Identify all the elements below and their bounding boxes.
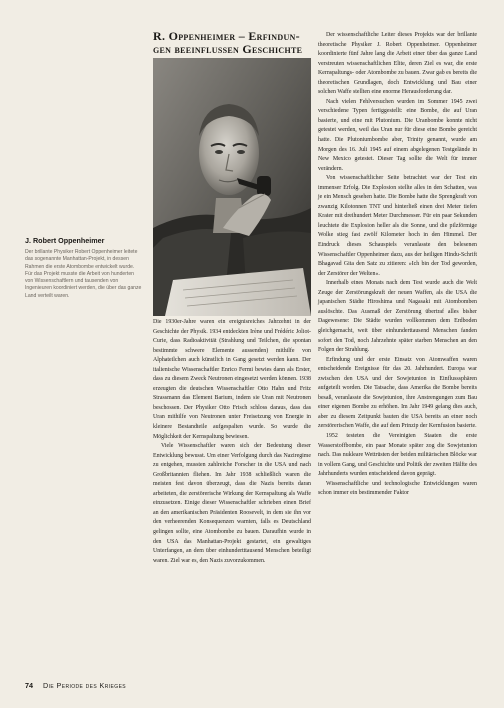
article-paragraph: Innerhalb eines Monats nach dem Test wurde auch die Welt Zeuge der Zerstörungskraft der neuen Waffen, als die USA die japanischen Städte Hiroshima und Nagasaki mit Atombomben auslöschte. Das Ausmaß der Zerstörung übertraf alles bisher Dagewesene: Die Städte wurden vollkommen dem Erdboden gleichgemacht, weit über einhunderttausend Menschen fanden sofort den Tod, noch Jahrzehnte später starben Menschen an den Folgen der Strahlung. <box>318 280 477 354</box>
article-title <box>153 30 313 55</box>
page-number: 74 <box>25 681 33 690</box>
photo-caption <box>25 236 143 300</box>
page-footer <box>25 681 126 690</box>
caption-heading: J. Robert Oppenheimer <box>25 236 105 245</box>
article-paragraph: Wissenschaftliche und technologische Entwicklungen waren schon immer ein bestimmender Faktor <box>318 480 477 497</box>
article-paragraph: Viele Wissenschaftler waren sich der Bedeutung dieser Entwicklung bewusst. Um einer Verfolgung durch das Naziregime zu entgehen, mussten zahlreiche Forscher in die USA und nach Großbritannien fliehen. Im Jahr 1938 schließlich waren die meisten fest davon überzeugt, dass die Nazis bereits daran arbeiteten, die zerstörerische Wirkung der Kernspaltung als Waffe einzusetzen. Einige dieser Wissenschaftler schrieben einen Brief an den amerikanischen Präsidenten Roosevelt, in dem sie ihn vor den verheerenden Konsequenzen warnten, falls es Deutschland gelingen sollte, eine Atombombe zu bauen. Daraufhin wurde in den USA das Manhattan-Projekt gestartet, ein gewaltiges Unterfangen, an dem über einhundertttausend Menschen beteiligt waren. Ziel war es, den Nazis zuvorzukommen. <box>153 443 311 564</box>
section-title: Die Periode des Krieges <box>43 681 127 690</box>
article-paragraph: Der wissenschaftliche Leiter dieses Projekts war der brillante theoretische Physiker J. Robert Oppenheimer. Oppenheimer koordinierte fünf Jahre lang die Arbeit einer über das ganze Land verstreuten wissenschaftlichen Elite, deren Ziel es war, die erste Kernspaltungs- oder Atombombe zu bauen. Zwar gab es bereits die theoretischen Grundlagen, doch Entwicklung und Bau einer solchen Waffe stellten eine enorme Herausforderung dar. <box>318 32 477 96</box>
article-paragraph: Erfindung und der erste Einsatz von Atomwaffen waren entscheidende Ereignisse für das 20. Jahrhundert. Europa war zwischen den USA und der Sowjetunion in Einflusssphären aufgeteilt worden. Die Tatsache, dass Amerika die Bombe bereits besaß, veranlasste die Sowjetunion, ihre Anstrengungen zum Bau einer eigenen Bombe zu erhöhen. Im Jahr 1949 gelang dies auch, aber zu diesem Zeitpunkt bauten die USA bereits an einer noch zerstörerischen Waffe, die auf dem Prinzip der Kernfusion basierte. <box>318 356 477 430</box>
article-column-middle <box>153 318 311 566</box>
caption-text: Der brillante Physiker Robert Oppenheimer leitete das sogenannte Manhattan-Projekt, in dessen Rahmen die erste Atombombe entwickelt wurde. Für das Projekt musste die Arbeit von hunderten von Wissenschaftlern und tausenden von Ingenieuren koordiniert werden, die über das ganze Land verteilt waren. <box>25 249 142 299</box>
article-title-line-2: gen beeinflussen Geschichte <box>153 41 303 56</box>
article-title-line-1: R. Oppenheimer – Erfindun- <box>153 29 300 43</box>
article-paragraph: Die 1930er-Jahre waren ein ereignisreiches Jahrzehnt in der Geschichte der Physik. 1934 entdeckten Irène und Frédéric Joliot-Curie, dass Radioaktivität (Strahlung und Teilchen, die spontan bestimmte schwere Elemente aussenden) mithilfe von Alphateilchen auch künstlich in Gang gesetzt werden kann. Der italienische Wissenschaftler Enrico Fermi bewies dann als Erster, dass zu diesem Zweck Neutronen eingesetzt werden können. 1938 erzeugten die deutschen Wissenschaftler Otto Hahn und Fritz Strassmann das Element Barium, indem sie Uran mit Neutronen beschossen. Der Physiker Otto Frisch schloss daraus, dass das Uran mithilfe von Neutronen unter Freisetzung von Energie in kleinere Bestandteile aufgespalten wurde. So wurde die Möglichkeit der Kernspaltung bewiesen. <box>153 319 311 440</box>
article-paragraph: 1952 testeten die Vereinigten Staaten die erste Wasserstoffbombe, ein paar Monate später zog die Sowjetunion nach. Das nukleare Wettrüsten der beiden militärischen Blöcke war in vollem Gang, und Geschichte und Politik der zweiten Hälfte des Jahrhunderts wurden entscheidend davon geprägt. <box>318 432 477 478</box>
article-column-right <box>318 31 477 499</box>
oppenheimer-portrait-photo <box>153 58 311 316</box>
article-paragraph: Von wissenschaftlicher Seite betrachtet war der Test ein immenser Erfolg. Die Explosion stellte alles in den Schatten, was je ein Mensch gesehen hatte. Die Bombe hatte die Sprengkraft von zwanzig Kilotonnen TNT und hinterließ einen drei Meter tiefen Krater mit dreihundert Meter Durchmesser. Für ein paar Sekunden leuchtete die Explosion heller als die Sonne, und die pilzförmige Wolke stieg fast zwölf Kilometer hoch in den Himmel. Der Eindruck dieses Schauspiels veranlasste den belesenen Wissenschaftler Oppenheimer dazu, aus der heiligen Hindu-Schrift Bhagavad Gita den Satz zu zitieren: »Ich bin der Tod geworden, der Zerstörer der Welten«. <box>318 175 477 277</box>
article-paragraph: Nach vielen Fehlversuchen wurden im Sommer 1945 zwei verschiedene Typen fertiggestellt: eine Bombe, die auf Uran basierte, und eine mit Plutonium. Die Uranbombe konnte nicht getestet werden, weil das Uran nur für diese eine Bombe gereicht hatte. Die Plutoniumbombe aber, Trinity genannt, wurde am Morgen des 16. Juli 1945 auf einem abgelegenen Testgelände in New Mexico getestet. Dieser Tag sollte die Welt für immer verändern. <box>318 98 477 172</box>
